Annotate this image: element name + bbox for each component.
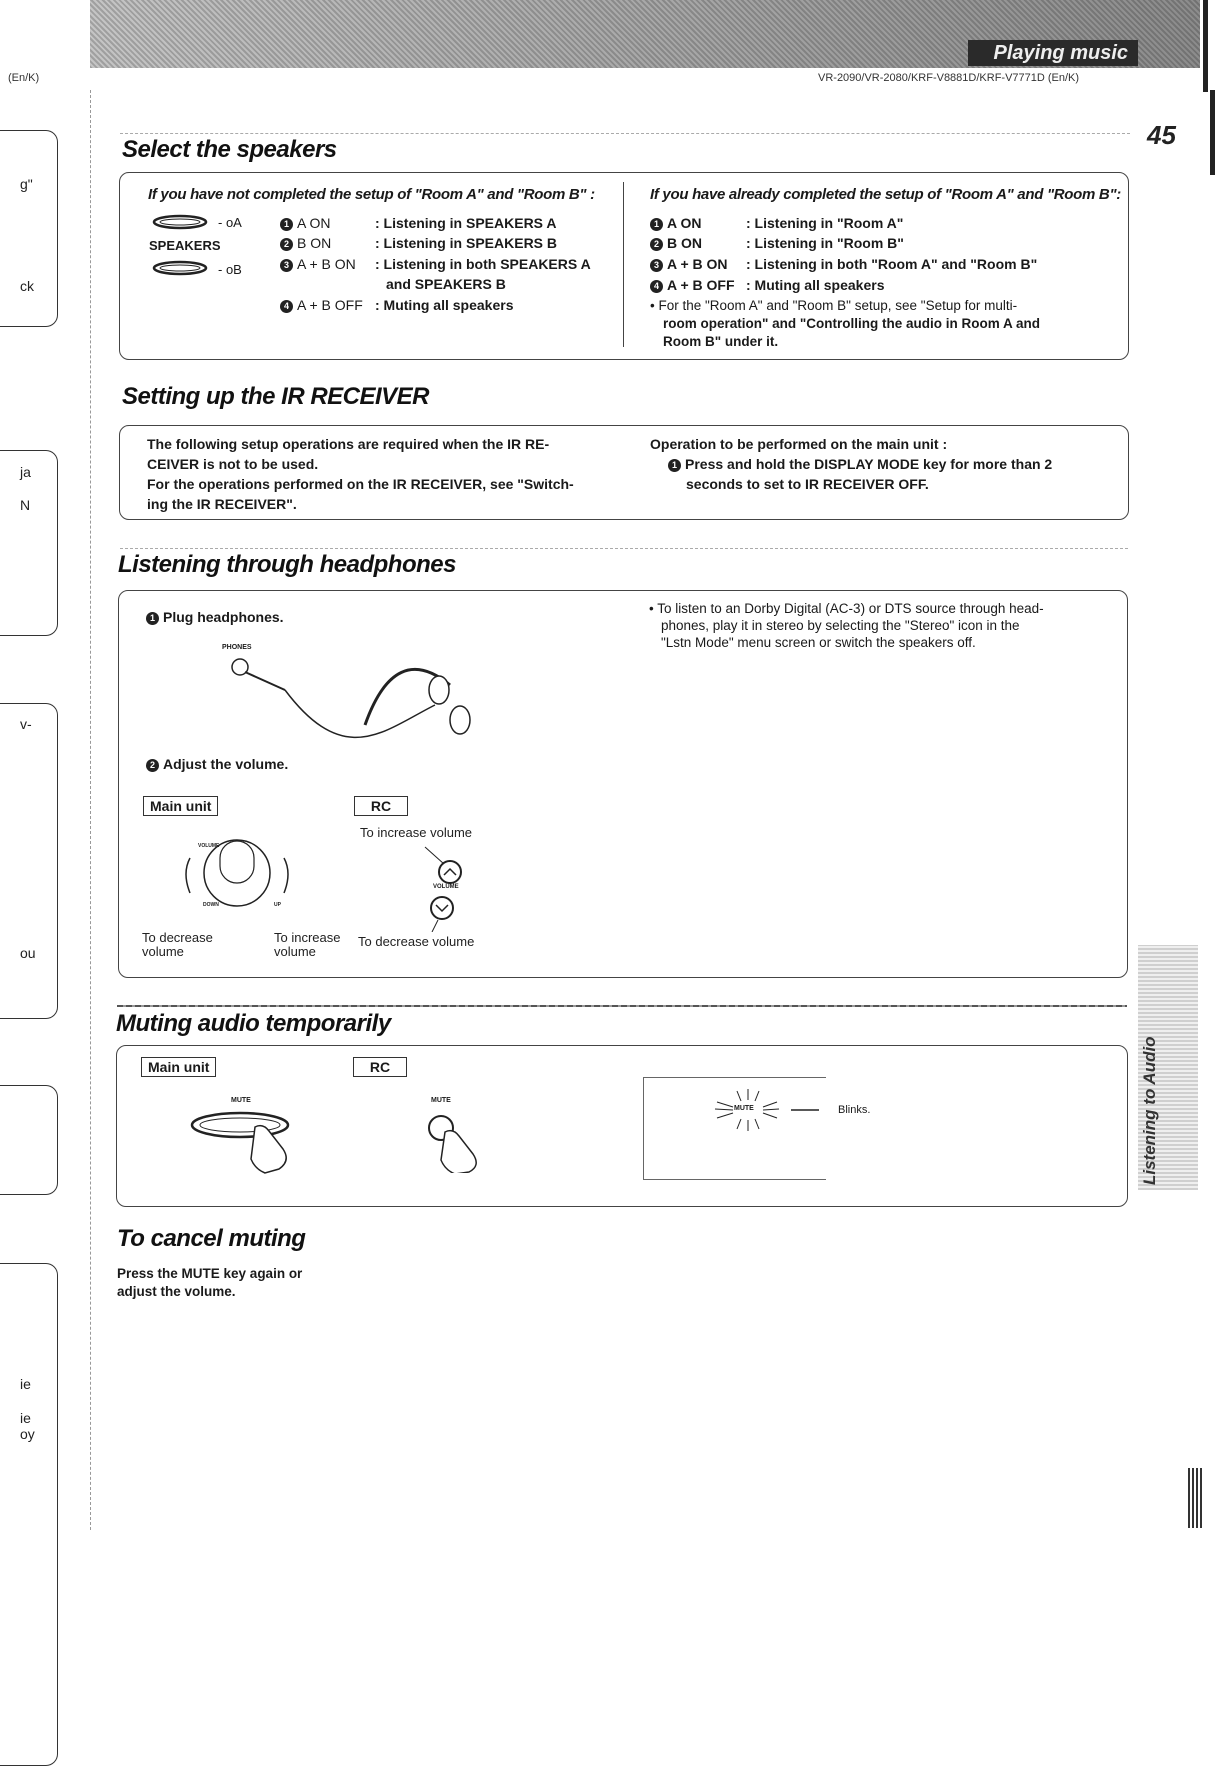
side-tab-text: N: [20, 497, 31, 513]
left-item-desc: : Listening in both SPEAKERS A: [375, 256, 591, 272]
ir-right-text: Operation to be performed on the main unit : 1 Press and hold the DISPLAY MODE key for more than 2 seconds to set to IR RECEIVER OFF.: [650, 436, 1053, 492]
section-title: Select the speakers: [122, 136, 337, 163]
right-item-desc: : Listening in "Room B": [746, 235, 904, 251]
speakers-a-label: - oA: [218, 215, 242, 230]
side-tab: [0, 703, 58, 1019]
mute-button-press-icon[interactable]: [185, 1105, 305, 1175]
mute-blink-icon: [705, 1085, 835, 1135]
phones-label: PHONES: [222, 644, 252, 651]
note-line: room operation" and "Controlling the audio in Room A and: [663, 316, 1041, 331]
left-item-desc: : Listening in SPEAKERS B: [375, 235, 558, 251]
left-item: 3 A + B ON: [280, 256, 356, 272]
speakers-b-label: - oB: [218, 262, 242, 277]
page-edge-rule: [1210, 90, 1215, 175]
knob-decrease-caption: To decrease volume: [142, 930, 213, 959]
page-edge-rule: [1203, 0, 1208, 92]
blinks-caption: Blinks.: [838, 1104, 871, 1116]
up-label: UP: [274, 902, 281, 908]
right-item-desc: : Listening in both "Room A" and "Room B": [746, 256, 1038, 272]
rc-label: RC: [354, 796, 408, 816]
page-number: 45: [1147, 120, 1176, 150]
side-tab-text: oy: [20, 1426, 35, 1442]
left-heading: If you have not completed the setup of "Room A" and "Room B" :: [148, 186, 595, 203]
header-banner: [90, 0, 1200, 68]
rc-label: RC: [353, 1057, 407, 1077]
side-tab: [0, 1263, 58, 1766]
right-item: 4 A + B OFF: [650, 277, 735, 293]
chapter-tab-label: Listening to Audio: [1140, 1036, 1159, 1185]
right-item-desc: : Muting all speakers: [746, 277, 885, 293]
corner-mark: [1188, 1468, 1202, 1528]
note-line: Room B" under it.: [663, 334, 779, 349]
volume-knob-icon[interactable]: [180, 838, 300, 913]
section-title: To cancel muting: [117, 1225, 306, 1252]
left-item-desc-cont: and SPEAKERS B: [386, 276, 506, 292]
left-item: 1 A ON: [280, 215, 330, 231]
main-unit-label: Main unit: [143, 796, 218, 816]
cancel-muting-text: Press the MUTE key again or adjust the volume.: [117, 1266, 303, 1299]
headphones-note: • To listen to an Dorby Digital (AC-3) or DTS source through head- phones, play it in stereo by selecting the "Stereo" icon in the "Lstn Mode" menu screen or switch the speakers off.: [649, 601, 1044, 650]
left-item: 4 A + B OFF: [280, 297, 363, 313]
mute-rc-label: MUTE: [431, 1097, 451, 1104]
model-line: VR-2090/VR-2080/KRF-V8881D/KRF-V7771D (En/K): [818, 72, 1080, 84]
side-tab-text: ou: [20, 945, 36, 961]
ir-left-text: The following setup operations are required when the IR RE- CEIVER is not to be used. For the operations performed on the IR RECEIVER, see "Switch- ing the IR RECEIVER".: [147, 436, 574, 512]
speakers-b-button-icon: [150, 258, 220, 278]
left-item: 2 B ON: [280, 235, 331, 251]
right-item: 3 A + B ON: [650, 256, 728, 272]
section-rule: [120, 133, 1130, 134]
right-item-desc: : Listening in "Room A": [746, 215, 904, 231]
margin-rule: [90, 90, 91, 1530]
right-item: 2 B ON: [650, 235, 702, 251]
left-item-desc: : Muting all speakers: [375, 297, 514, 313]
side-tab-text: v-: [20, 716, 32, 732]
mute-main-label: MUTE: [231, 1097, 251, 1104]
side-tab: [0, 1085, 58, 1195]
left-item-desc: : Listening in SPEAKERS A: [375, 215, 557, 231]
section-title: Listening through headphones: [118, 551, 456, 578]
volume-knob-label: VOLUME: [198, 843, 220, 849]
knob-increase-caption: To increase volume: [274, 930, 341, 959]
speakers-label: SPEAKERS: [149, 238, 221, 253]
rc-decrease-caption: To decrease volume: [358, 934, 475, 949]
side-tab: [0, 130, 58, 327]
headphones-icon: [225, 650, 485, 750]
note-line: • For the "Room A" and "Room B" setup, see "Setup for multi-: [650, 298, 1018, 313]
section-tag: Playing music: [968, 40, 1138, 66]
main-unit-label: Main unit: [141, 1057, 216, 1077]
right-heading: If you have already completed the setup of "Room A" and "Room B":: [650, 186, 1121, 203]
side-tab-text: ie: [20, 1410, 31, 1426]
speakers-a-button-icon: [150, 212, 220, 232]
rc-increase-caption: To increase volume: [360, 825, 472, 840]
rc-volume-label: VOLUME: [433, 884, 459, 890]
down-label: DOWN: [203, 902, 219, 908]
side-tab-text: ie: [20, 1376, 31, 1392]
side-tab-text: ja: [20, 464, 31, 480]
step-plug: 1 Plug headphones.: [146, 609, 284, 625]
section-rule: [120, 548, 1128, 549]
side-tab-text: g": [20, 176, 33, 192]
step-volume: 2 Adjust the volume.: [146, 756, 288, 772]
column-divider: [623, 182, 624, 347]
section-rule: [117, 1005, 1127, 1007]
side-tab-text: ck: [20, 278, 34, 294]
right-item: 1 A ON: [650, 215, 701, 231]
section-title: Muting audio temporarily: [116, 1010, 391, 1037]
mute-indicator: MUTE: [734, 1105, 754, 1112]
mute-rc-press-icon[interactable]: [415, 1108, 505, 1173]
language-code: (En/K): [8, 72, 40, 84]
section-title: Setting up the IR RECEIVER: [122, 383, 430, 410]
